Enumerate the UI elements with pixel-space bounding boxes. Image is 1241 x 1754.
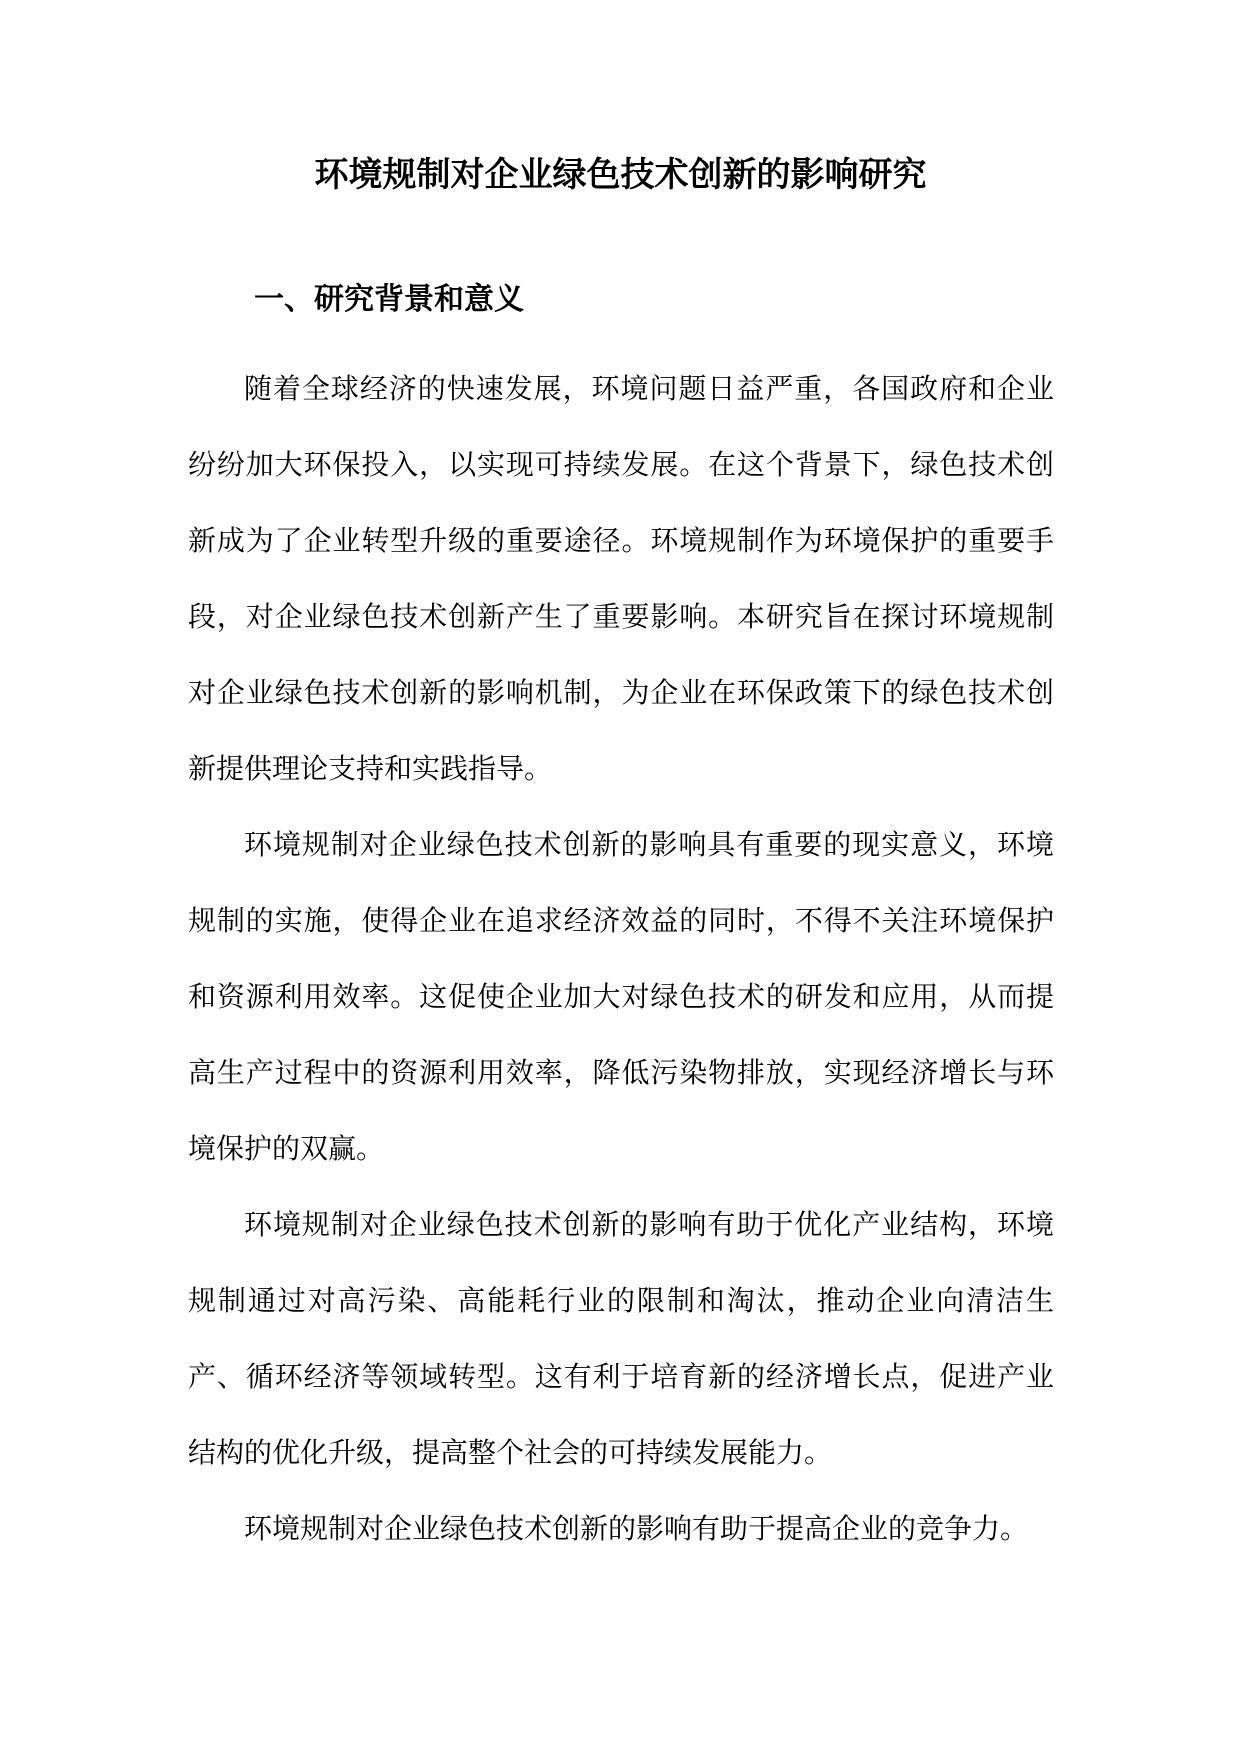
section-heading: 一、研究背景和意义: [254, 282, 524, 317]
paragraph-industrial-structure: 环境规制对企业绿色技术创新的影响有助于优化产业结构，环境规制通过对高污染、高能耗行业的限制和淘汰，推动企业向清洁生产、循环经济等领域转型。这有利于培育新的经济增长点，促进产业结构的优化升级，提高整个社会的可持续发展能力。: [188, 1208, 1054, 1469]
paragraph-competitiveness: 环境规制对企业绿色技术创新的影响有助于提高企业的竞争力。: [244, 1512, 1029, 1545]
document-title: 环境规制对企业绿色技术创新的影响研究: [314, 155, 927, 195]
paragraph-practical-significance: 环境规制对企业绿色技术创新的影响具有重要的现实意义，环境规制的实施，使得企业在追求经济效益的同时，不得不关注环境保护和资源利用效率。这促使企业加大对绿色技术的研发和应用，从而提高生产过程中的资源利用效率，降低污染物排放，实现经济增长与环境保护的双赢。: [188, 828, 1054, 1165]
paragraph-background: 随着全球经济的快速发展，环境问题日益严重，各国政府和企业纷纷加大环保投入，以实现可持续发展。在这个背景下，绿色技术创新成为了企业转型升级的重要途径。环境规制作为环境保护的重要手段，对企业绿色技术创新产生了重要影响。本研究旨在探讨环境规制对企业绿色技术创新的影响机制，为企业在环保政策下的绿色技术创新提供理论支持和实践指导。: [188, 372, 1054, 785]
